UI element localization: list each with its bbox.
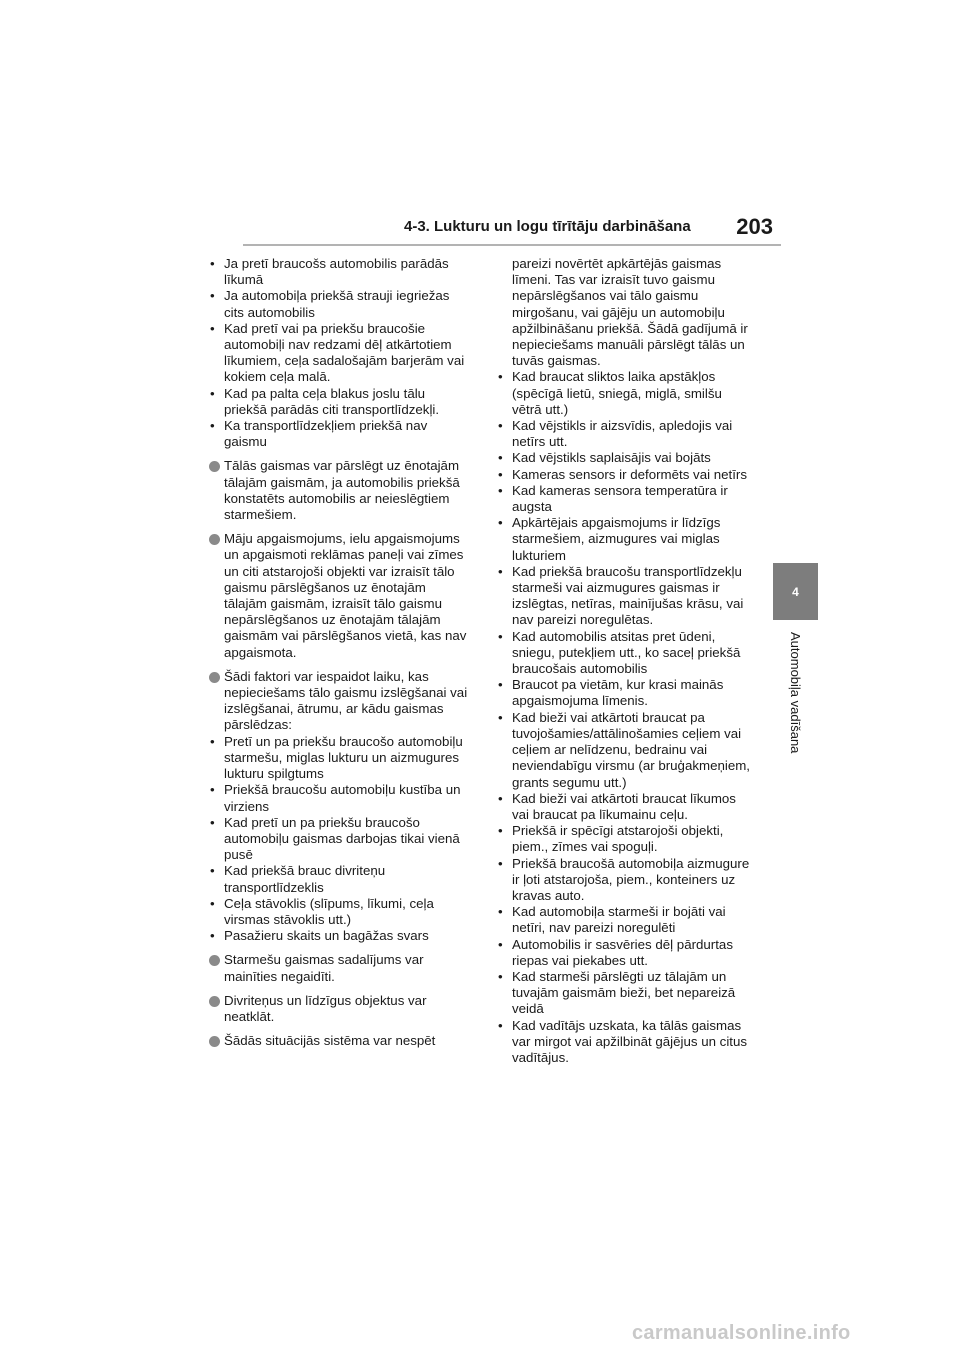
list-item: • Ka transportlīdzekļiem priekšā nav gaismu xyxy=(205,418,470,450)
list-item: • Kad automobiļa starmeši ir bojāti vai netīri, nav pareizi noregulēti xyxy=(493,904,753,936)
circle-bullet-icon xyxy=(209,534,220,545)
note-text: Starmešu gaismas sadalījums var mainīties negaidīti. xyxy=(224,952,424,984)
factor-list xyxy=(205,734,470,945)
chapter-label: Automobiļa vadīšana xyxy=(788,632,803,754)
circle-bullet-icon xyxy=(209,672,220,683)
list-item: • Kad pa palta ceļa blakus joslu tālu priekšā parādās citi transportlīdzekļi. xyxy=(205,386,470,418)
header-divider xyxy=(243,244,781,246)
note-paragraph xyxy=(205,458,470,523)
circle-bullet-icon xyxy=(209,1036,220,1047)
list-item: • Kad priekšā braucošu transportlīdzekļu starmeši vai aizmugures gaismas ir izslēgtas, netīras, mainījušas krāsu, vai nav pareizi noregulētas. xyxy=(493,564,753,629)
list-item: • Kad vējstikls saplaisājis vai bojāts xyxy=(493,450,753,466)
situation-list xyxy=(205,256,470,450)
list-item: • Pasažieru skaits un bagāžas svars xyxy=(205,928,470,944)
circle-bullet-icon xyxy=(209,955,220,966)
circle-bullet-icon xyxy=(209,461,220,472)
list-item: • Priekšā braucošā automobiļa aizmugure ir ļoti atstarojoša, piem., konteiners uz kravas auto. xyxy=(493,856,753,905)
list-item: • Kad starmeši pārslēgti uz tālajām un tuvajām gaismām bieži, bet nepareizā veidā xyxy=(493,969,753,1018)
list-item: • Kad braucat sliktos laika apstākļos (spēcīgā lietū, sniegā, miglā, smilšu vētrā utt.) xyxy=(493,369,753,418)
list-item: • Kad automobilis atsitas pret ūdeni, sniegu, putekļiem utt., ko saceļ priekšā braucošais automobilis xyxy=(493,629,753,678)
chapter-tab[interactable] xyxy=(773,563,818,620)
page-header xyxy=(243,210,781,246)
list-item: • Priekšā braucošu automobiļu kustība un virziens xyxy=(205,782,470,814)
note-text: Tālās gaismas var pārslēgt uz ēnotajām tālajām gaismām, ja automobilis priekšā konstatēts automobilis ar neieslēgtiem starmešiem. xyxy=(224,458,460,523)
list-item: • Priekšā ir spēcīgi atstarojoši objekti, piem., zīmes vai spoguļi. xyxy=(493,823,753,855)
note-text: Māju apgaismojums, ielu apgaismojums un apgaismoti reklāmas paneļi vai zīmes un citi atstarojoši objekti var izraisīt tālo gaismu pārslēgšanos uz ēnotajām tālajām gaismām, izraisīt tālo gaismu nepārslēgšanos uz ēnotajām tālajām gaismām vai pārslēgšanos vietā, kas nav apgaismota. xyxy=(224,531,467,660)
list-item: • Ceļa stāvoklis (slīpums, līkumi, ceļa virsmas stāvoklis utt.) xyxy=(205,896,470,928)
note-paragraph xyxy=(205,669,470,734)
list-item: • Kad vējstikls ir aizsvīdis, apledojis vai netīrs utt. xyxy=(493,418,753,450)
note-paragraph xyxy=(205,993,470,1025)
note-paragraph xyxy=(205,952,470,984)
left-column xyxy=(205,256,470,1049)
site-watermark[interactable]: carmanualsonline.info xyxy=(632,1322,851,1344)
list-item: • Ja pretī braucošs automobilis parādās līkumā xyxy=(205,256,470,288)
list-item: • Apkārtējais apgaismojums ir līdzīgs starmešiem, aizmugures vai miglas lukturiem xyxy=(493,515,753,564)
list-item: • Kad pretī vai pa priekšu braucošie automobiļi nav redzami dēļ atkārtotiem līkumiem, ceļa sadalošajām barjerām vai kokiem ceļa malā. xyxy=(205,321,470,386)
list-item: • Kameras sensors ir deformēts vai netīrs xyxy=(493,467,753,483)
note-text: Divriteņus un līdzīgus objektus var neatklāt. xyxy=(224,992,427,1024)
list-item: • Kad bieži vai atkārtoti braucat līkumos vai braucat pa līkumainu ceļu. xyxy=(493,791,753,823)
right-column xyxy=(493,256,753,1066)
note-paragraph xyxy=(205,1033,470,1049)
list-item: • Kad pretī un pa priekšu braucošo automobiļu gaismas darbojas tikai vienā pusē xyxy=(205,815,470,864)
continued-paragraph: pareizi novērtēt apkārtējās gaismas līmeni. Tas var izraisīt tuvo gaismu nepārslēgšanos vai tālo gaismu mirgošanu, vai gājēju un automobiļu apžilbināšanu priekšā. Šādā gadījumā ir nepieciešams manuāli pārslēgt tālās un tuvās gaismas. xyxy=(512,256,748,369)
chapter-number: 4 xyxy=(792,584,799,599)
list-item: • Kad vadītājs uzskata, ka tālās gaismas var mirgot vai apžilbināt gājējus un citus vadītājus. xyxy=(493,1018,753,1067)
list-item: • Automobilis ir sasvēries dēļ pārdurtas riepas vai piekabes utt. xyxy=(493,937,753,969)
note-text: Šādās situācijās sistēma var nespēt xyxy=(224,1033,436,1049)
note-paragraph xyxy=(205,531,470,661)
list-item: • Kad priekšā brauc divriteņu transportlīdzeklis xyxy=(205,863,470,895)
list-item: • Kad bieži vai atkārtoti braucat pa tuvojošamies/attālinošamies ceļiem vai ceļiem ar nelīdzenu, bedrainu vai neviendabīgu virsmu (ar bruģakmeņiem, grants segumu utt.) xyxy=(493,710,753,791)
list-item: • Braucot pa vietām, kur krasi mainās apgaismojuma līmenis. xyxy=(493,677,753,709)
list-item: • Pretī un pa priekšu braucošo automobiļu starmešu, miglas lukturu un aizmugures lukturu spilgtums xyxy=(205,734,470,783)
note-text: Šādi faktori var iespaidot laiku, kas nepieciešams tālo gaismu izslēgšanai vai izslēgšanai, ātrumu, ar kādu gaismas pārslēdzas: xyxy=(224,668,468,733)
page-number: 203 xyxy=(736,214,773,239)
list-item: • Kad kameras sensora temperatūra ir augsta xyxy=(493,483,753,515)
list-item: • Ja automobiļa priekšā strauji iegriežas cits automobilis xyxy=(205,288,470,320)
condition-list xyxy=(493,369,753,1066)
section-title: 4-3. Lukturu un logu tīrītāju darbināšana xyxy=(404,218,691,235)
circle-bullet-icon xyxy=(209,996,220,1007)
